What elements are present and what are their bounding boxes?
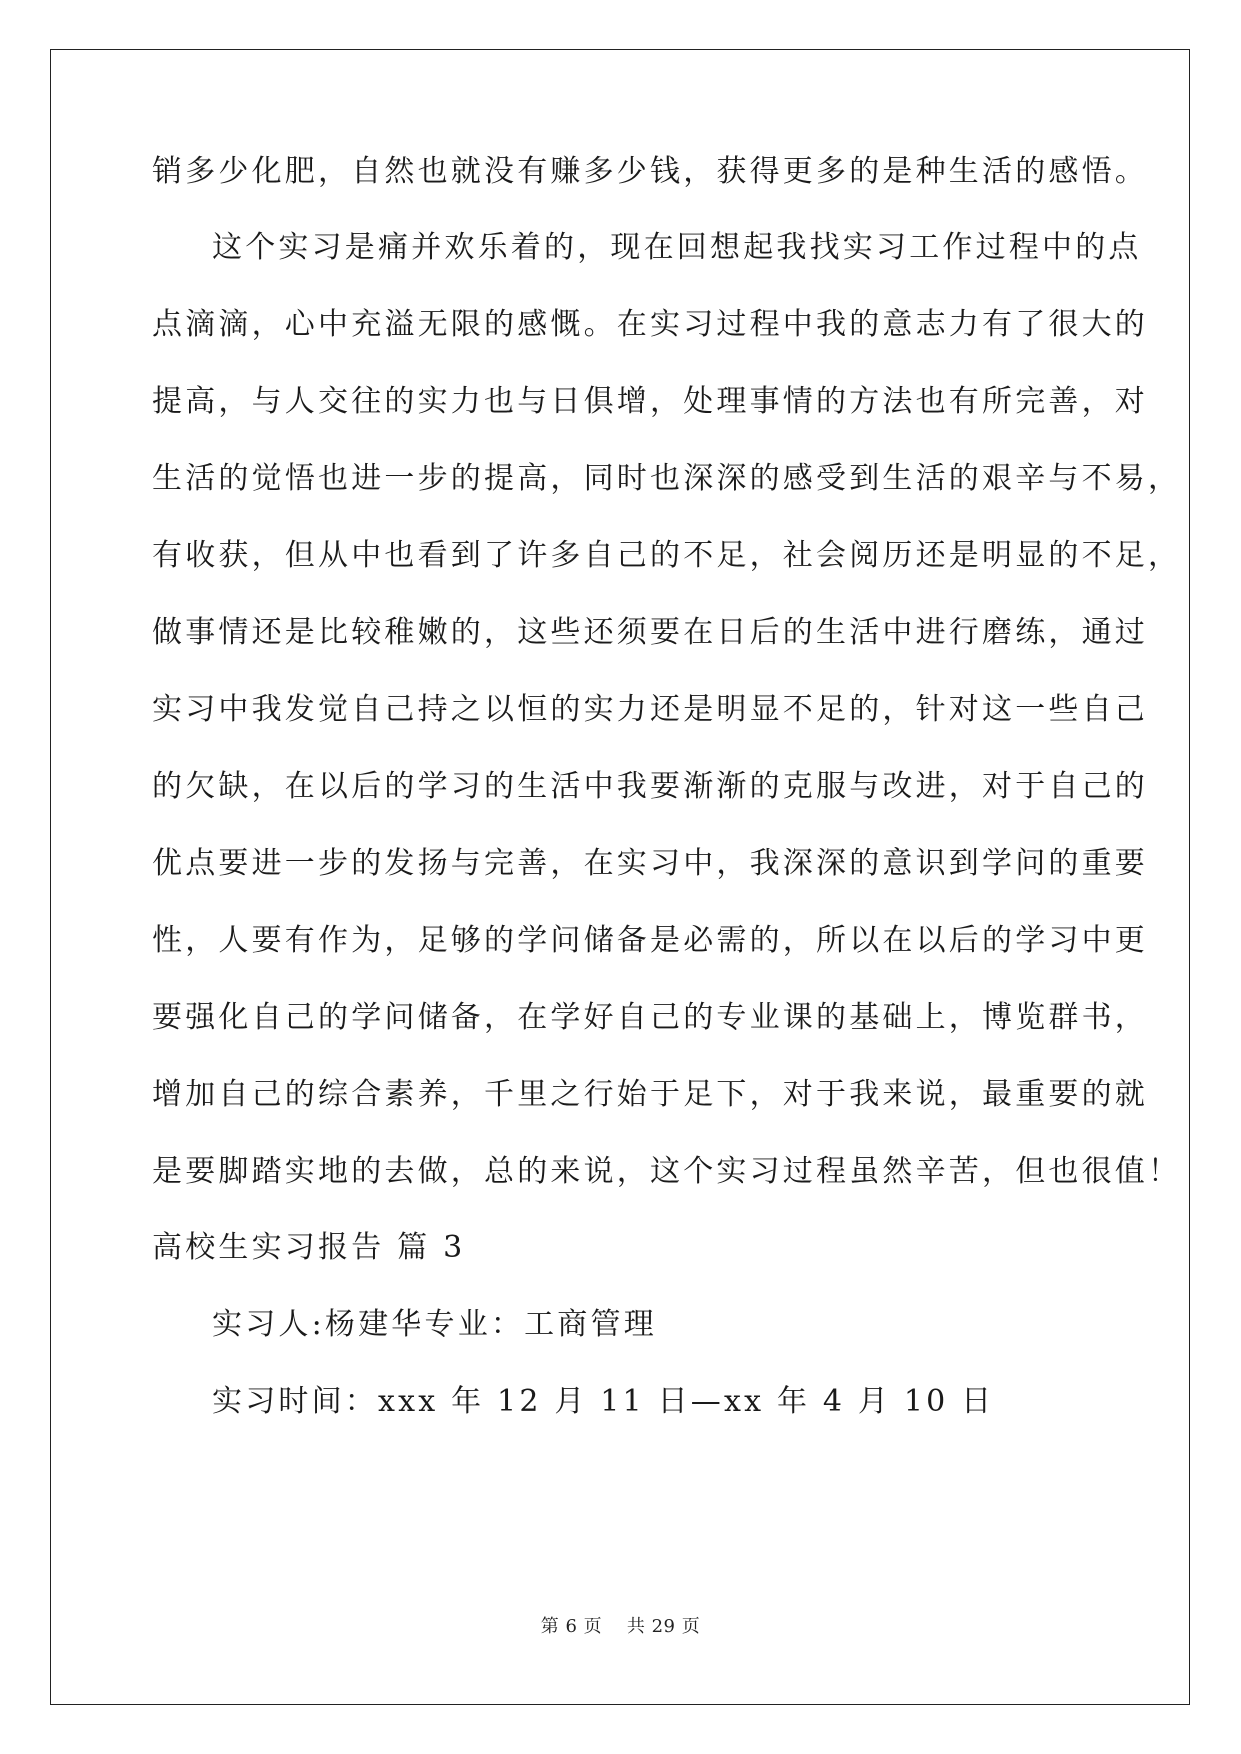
body-line: 点滴滴，心中充溢无限的感慨。在实习过程中我的意志力有了很大的 <box>152 307 1148 342</box>
section-heading: 高校生实习报告 篇 3 <box>152 1230 466 1265</box>
internship-period: 实习时间：xxx 年 12 月 11 日—xx 年 4 月 10 日 <box>212 1384 995 1419</box>
body-line: 性，人要有作为，足够的学问储备是必需的，所以在以后的学习中更 <box>152 923 1148 958</box>
body-line: 要强化自己的学问储备，在学好自己的专业课的基础上，博览群书， <box>152 1000 1148 1035</box>
body-line: 增加自己的综合素养，千里之行始于足下，对于我来说，最重要的就 <box>152 1077 1148 1112</box>
intern-info: 实习人:杨建华专业：工商管理 <box>212 1307 657 1342</box>
body-line: 的欠缺，在以后的学习的生活中我要渐渐的克服与改进，对于自己的 <box>152 769 1148 804</box>
body-line: 销多少化肥，自然也就没有赚多少钱，获得更多的是种生活的感悟。 <box>152 154 1148 189</box>
body-line: 做事情还是比较稚嫩的，这些还须要在日后的生活中进行磨练，通过 <box>152 615 1148 650</box>
body-line: 优点要进一步的发扬与完善，在实习中，我深深的意识到学问的重要 <box>152 846 1148 881</box>
body-line: 生活的觉悟也进一步的提高，同时也深深的感受到生活的艰辛与不易， <box>152 461 1182 496</box>
body-line: 提高，与人交往的实力也与日俱增，处理事情的方法也有所完善，对 <box>152 384 1148 419</box>
body-line: 这个实习是痛并欢乐着的，现在回想起我找实习工作过程中的点 <box>212 230 1142 265</box>
page-number: 第 6 页 共 29 页 <box>540 1616 701 1637</box>
body-line: 是要脚踏实地的去做，总的来说，这个实习过程虽然辛苦，但也很值！ <box>152 1154 1182 1189</box>
body-line: 有收获，但从中也看到了许多自己的不足，社会阅历还是明显的不足， <box>152 538 1182 573</box>
body-line: 实习中我发觉自己持之以恒的实力还是明显不足的，针对这一些自己 <box>152 692 1148 727</box>
